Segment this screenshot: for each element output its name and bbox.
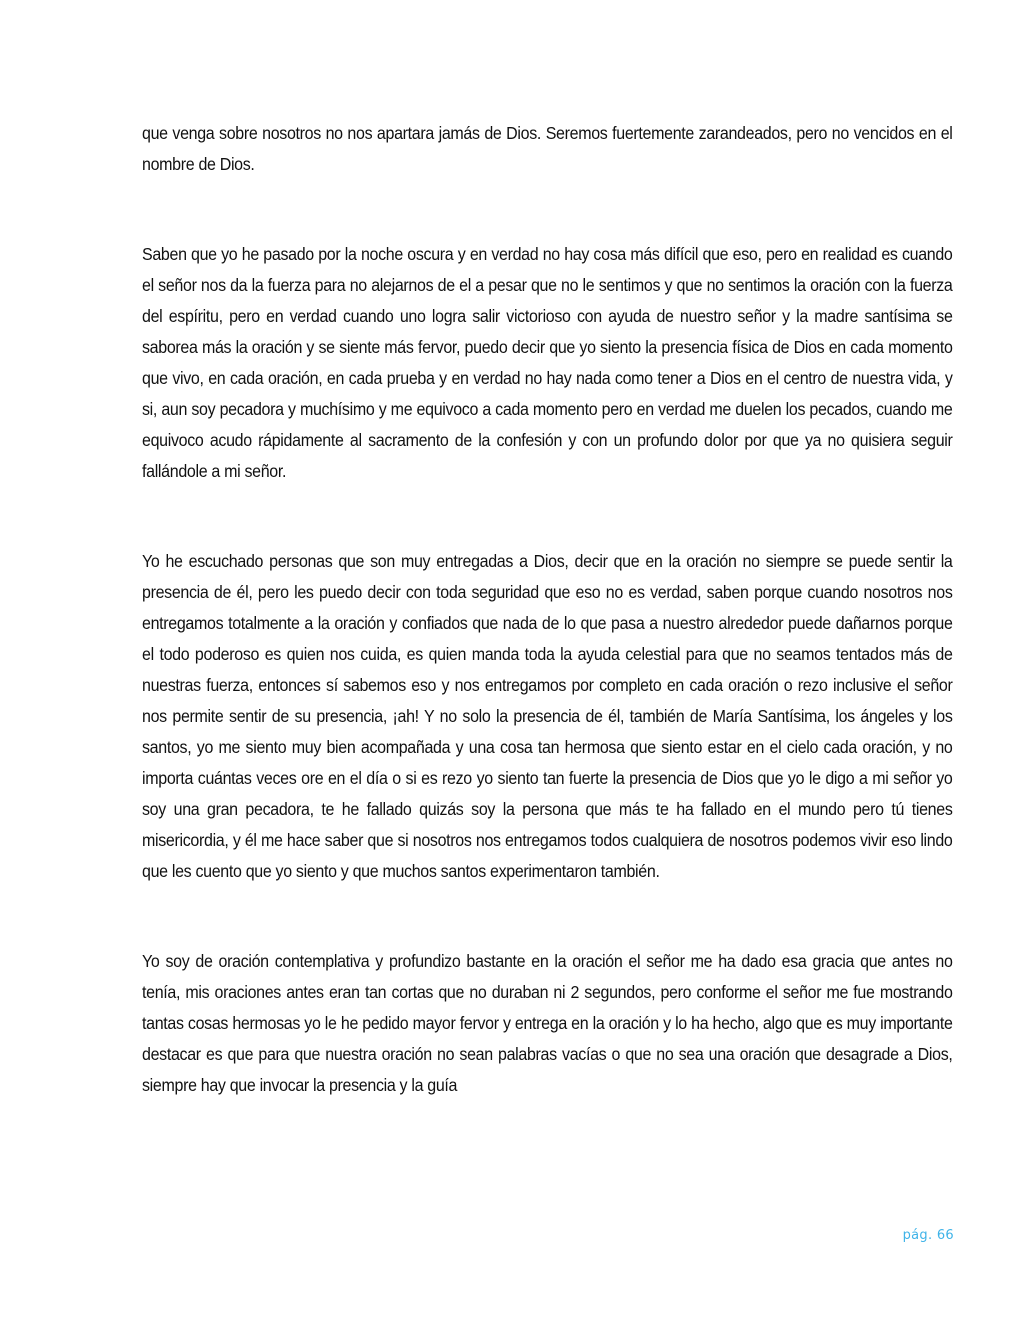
paragraph-2: Saben que yo he pasado por la noche oscura y en verdad no hay cosa más difícil que eso, pero en realidad es cuando el señor nos da la fuerza para no alejarnos de el a pesar que no le sentimos y que no sentimos la oración con la fuerza del espíritu, pero en verdad cuando uno logra salir victorioso con ayuda de nuestro señor y la madre santísima se saborea más la oración y se siente más fervor, puedo decir que yo siento la presencia física de Dios en cada momento que vivo, en cada oración, en cada prueba y en verdad no hay nada como tener a Dios en el centro de nuestra vida, y si, aun soy pecadora y muchísimo y me equivoco a cada momento pero en verdad me duelen los pecados, cuando me equivoco acudo rápidamente al sacramento de la confesión y con un profundo dolor por que ya no quisiera seguir fallándole a mi señor.	[142, 244, 953, 481]
paragraph-1: que venga sobre nosotros no nos apartara jamás de Dios. Seremos fuertemente zarandeados, pero no vencidos en el nombre de Dios.	[142, 123, 953, 174]
page-body	[142, 118, 953, 1101]
paragraph-3: Yo he escuchado personas que son muy entregadas a Dios, decir que en la oración no siempre se puede sentir la presencia de él, pero les puedo decir con toda seguridad que eso no es verdad, saben porque cuando nosotros nos entregamos totalmente a la oración y confiados que nada de lo que pasa a nuestro alrededor puede dañarnos porque el todo poderoso es quien nos cuida, es quien manda toda la ayuda celestial para que no seamos tentados más de nuestras fuerza, entonces sí sabemos eso y nos entregamos por completo en cada oración o rezo inclusive el señor nos permite sentir de su presencia, ¡ah! Y no solo la presencia de él, también de María Santísima, los ángeles y los santos, yo me siento muy bien acompañada y una cosa tan hermosa que siento estar en el cielo cada oración, y no importa cuántas veces ore en el día o si es rezo yo siento tan fuerte la presencia de Dios que yo le digo a mi señor yo soy una gran pecadora, te he fallado quizás soy la persona que más te ha fallado en el mundo pero tú tienes misericordia, y él me hace saber que si nosotros nos entregamos todos cualquiera de nosotros podemos vivir eso lindo que les cuento que yo siento y que muchos santos experimentaron también.	[142, 551, 953, 881]
paragraph-4: Yo soy de oración contemplativa y profundizo bastante en la oración el señor me ha dado esa gracia que antes no tenía, mis oraciones antes eran tan cortas que no duraban ni 2 segundos, pero conforme el señor me fue mostrando tantas cosas hermosas yo le he pedido mayor fervor y entrega en la oración y lo ha hecho, algo que es muy importante destacar es que para que nuestra oración no sean palabras vacías o que no sea una oración que desagrade a Dios, siempre hay que invocar la presencia y la guía	[142, 951, 953, 1095]
page-number: pág. 66	[902, 1228, 954, 1243]
